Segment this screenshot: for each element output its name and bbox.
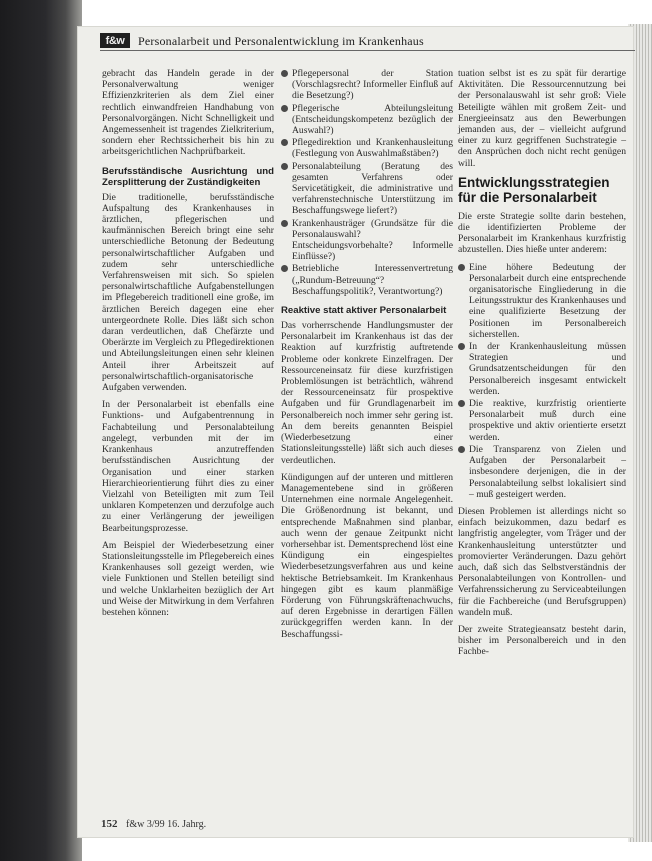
list-item-text: Pflegedirektion und Krankenhausleitung (Festlegung von Auswahlmaßstäben?)	[292, 137, 453, 160]
list-item-text: In der Krankenhausleitung müssen Strategien und Grundsatzentscheidungen für den Personalbereich insgesamt entwickelt werden.	[469, 341, 626, 397]
bullet-icon	[281, 105, 288, 112]
list-item-text: Die Transparenz von Zielen und Aufgaben der Personalarbeit – insbesondere derjenigen, die in der Personalabteilung selbst lokalisiert sind – muß gesteigert werden.	[469, 443, 626, 500]
list-item-text: Betriebliche Interessenvertretung („Rundum-Betreuung“? Beschaffungspolitik?, Verantwortung?)	[292, 263, 453, 297]
section-title: Entwicklungsstrategien für die Personalarbeit	[458, 174, 610, 205]
book-spine-shadow	[0, 0, 82, 861]
section-heading: Reaktive statt aktiver Personalarbeit	[281, 305, 447, 317]
paragraph: Die erste Strategie sollte darin bestehen, die identifizierten Probleme der Personalarbeit im Krankenhaus kurzfristig abzustellen. Dies hieße unter anderem:	[458, 210, 626, 256]
list-item	[458, 444, 626, 500]
list-item	[458, 341, 626, 397]
bullet-icon	[281, 265, 288, 272]
journal-citation: f&w 3/99 16. Jahrg.	[126, 819, 207, 830]
bullet-icon	[281, 220, 288, 227]
list-item	[281, 263, 453, 297]
paragraph: Am Beispiel der Wiederbesetzung einer Stationsleitungsstelle im Pflegebereich eines Krankenhauses soll gezeigt werden, wie viele Funktionen und Stellen beteiligt sind und welche Unklarheiten bezüglich der Art und Weise der Mitwirkung in dem Verfahren bestehen können:	[102, 539, 274, 618]
bullet-icon	[458, 400, 465, 407]
list-item	[281, 68, 453, 102]
list-item-text: Die reaktive, kurzfristig orientierte Personalarbeit muß durch eine prospektive und aktiv orientierte ersetzt werden.	[469, 398, 626, 443]
list-item	[458, 262, 626, 340]
page-number: 152	[101, 818, 118, 830]
list-item	[281, 137, 453, 159]
bullet-icon	[281, 70, 288, 77]
paragraph: tuation selbst ist es zu spät für derartige Aktivitäten. Die Ressourcennutzung bei der Personalauswahl ist sehr groß: Viele Beteiligte wählen mit großem Zeit- und Energieeinsatz aus den Bewerbungen jemanden aus, der – vielleicht aufgrund einer zu kurz gegriffenen Suchstrategie – den Ansprüchen doch nicht recht genügen will.	[458, 68, 626, 169]
bullet-list	[281, 68, 453, 297]
bullet-icon	[281, 163, 288, 170]
paragraph: Diesen Problemen ist allerdings nicht so einfach beizukommen, dazu bedarf es langfristig angelegter, vom Träger und der Krankenhausleitung unterstützter und promovierter Veränderungen. Dazu gehört auch, daß sich das Selbstverständnis der Personalabteilungen von Kontrollen- und Verfahrenssicherung zu Serviceabteilungen für die Fachbereiche (und Berufsgruppen) wandeln muß.	[458, 505, 626, 618]
text-column-1	[102, 68, 274, 624]
paragraph: gebracht das Handeln gerade in der Personalverwaltung weniger Effizienzkriterien als dem Ziel einer rechtlich einwandfreien Handhabung von Personalvorgängen. Nicht Schnelligkeit und Angemessenheit ist tragendes Zielkriterium, sondern eher Rechtssicherheit bis hin zu arbeitsgerichtlichen Nachprüfbarkeit.	[102, 68, 274, 158]
journal-logo: f&w	[100, 33, 130, 48]
list-item-text: Personalabteilung (Beratung des gesamten Verfahrens oder Servicetätigkeit, die administrative und verfahrenstechnische Unterstützung im Beschaffungswege liefert?)	[292, 160, 453, 217]
list-item-text: Pflegerische Abteilungsleitung (Entscheidungskompetenz bezüglich der Auswahl?)	[292, 102, 453, 137]
paragraph: In der Personalarbeit ist ebenfalls eine Funktions- und Aufgabentrennung in Fachabteilung und Personalabteilung angelegt, verbunden mit der im Krankenhaus anzutreffenden berufsständischen Ausrichtung der Organisation und einer starken Hierarchieorientierung führt dies zu einer Vielzahl von Beteiligten mit zum Teil unklaren Kompetenzen und derzufolge auch zu einer Verlängerung der jeweiligen Bearbeitungsprozesse.	[102, 399, 274, 534]
text-column-2	[281, 68, 453, 646]
paragraph: Kündigungen auf der unteren und mittleren Managementebene sind in größeren Unternehmen eine normale Angelegenheit. Die Größenordnung ist bekannt, und entsprechende Maßnahmen sind planbar, auch wenn der genaue Zeitpunkt nicht vorhersehbar ist. Dementsprechend löst eine Kündigung ein eingespieltes Wiederbesetzungsverfahren aus und keine hektische Betriebsamkeit. Im Krankenhaus hingegen gibt es kaum planmäßige Förderung von Führungskräftenachwuchs, auf deren Ergebnisse in derartigen Fällen zurückgegriffen werden kann. In der Beschaffungssi-	[281, 471, 453, 640]
list-item	[281, 161, 453, 217]
paragraph: Die traditionelle, berufsständische Aufspaltung des Krankenhauses in ärztlichen, pflegerischen und kaufmännischen Bereich bringt eine sehr unterschiedliche Betonung der Bedeutung personalwirtschaftlicher Aufgaben und zudem sehr unterschiedliche Verfahrensweisen mit sich. So spielen personalwirtschaftliche Aufgabenstellungen im Pflegebereich traditionell eine große, im ärztlichen Bereich dagegen eine eher untergeordnete Rolle. Dies läßt sich schon daran verdeutlichen, daß Chefärzte und Oberärzte im Vergleich zu Pflegedirektionen und Abteilungsleitungen einen sehr kleinen Anteil ihrer Arbeitszeit auf personalwirtschaftlich-organisatorische Aufgaben verwenden.	[102, 191, 274, 394]
bullet-icon	[458, 343, 465, 350]
list-item-text: Pflegepersonal der Station (Vorschlagsrecht? Informeller Einfluß auf die Besetzung?)	[292, 68, 453, 102]
list-item	[458, 398, 626, 443]
list-item-text: Eine höhere Bedeutung der Personalarbeit durch eine entsprechende organisatorische Eingliederung in die Leitungsstruktur des Krankenhauses und eine qualifizierte Besetzung der Positionen im Personalbereich sicherstellen.	[469, 261, 626, 340]
header-title: Personalarbeit und Personalentwicklung im Krankenhaus	[138, 34, 424, 48]
list-item-text: Krankenhausträger (Grundsätze für die Personalauswahl? Entscheidungsvorbehalte? Informelle Einflüsse?)	[292, 217, 453, 263]
text-column-3	[458, 68, 626, 664]
page-footer	[101, 818, 206, 831]
bullet-icon	[458, 264, 465, 271]
section-heading: Berufsständische Ausrichtung und Zersplitterung der Zuständigkeiten	[102, 165, 274, 188]
paragraph: Das vorherrschende Handlungsmuster der Personalarbeit im Krankenhaus ist das der Reaktion auf kurzfristig auftretende Probleme oder konkrete Einzelfragen. Der Ressourceneinsatz für diese kurzfristigen Problemlösungen ist beträchtlich, während der Ressourceneinsatz für prospektive Aufgaben und für Grundlagenarbeit im Personalbereich noch immer sehr gering ist. An dem bereits genannten Beispiel (Wiederbesetzung einer Stationsleitungsstelle) läßt sich auch dieses verdeutlichen.	[281, 320, 453, 466]
list-item	[281, 218, 453, 263]
bullet-list	[458, 262, 626, 500]
bullet-icon	[281, 139, 288, 146]
list-item	[281, 103, 453, 137]
bullet-icon	[458, 446, 465, 453]
paragraph: Der zweite Strategieansatz besteht darin, bisher im Personalbereich und in den Fachbe-	[458, 623, 626, 658]
running-header	[100, 33, 635, 51]
